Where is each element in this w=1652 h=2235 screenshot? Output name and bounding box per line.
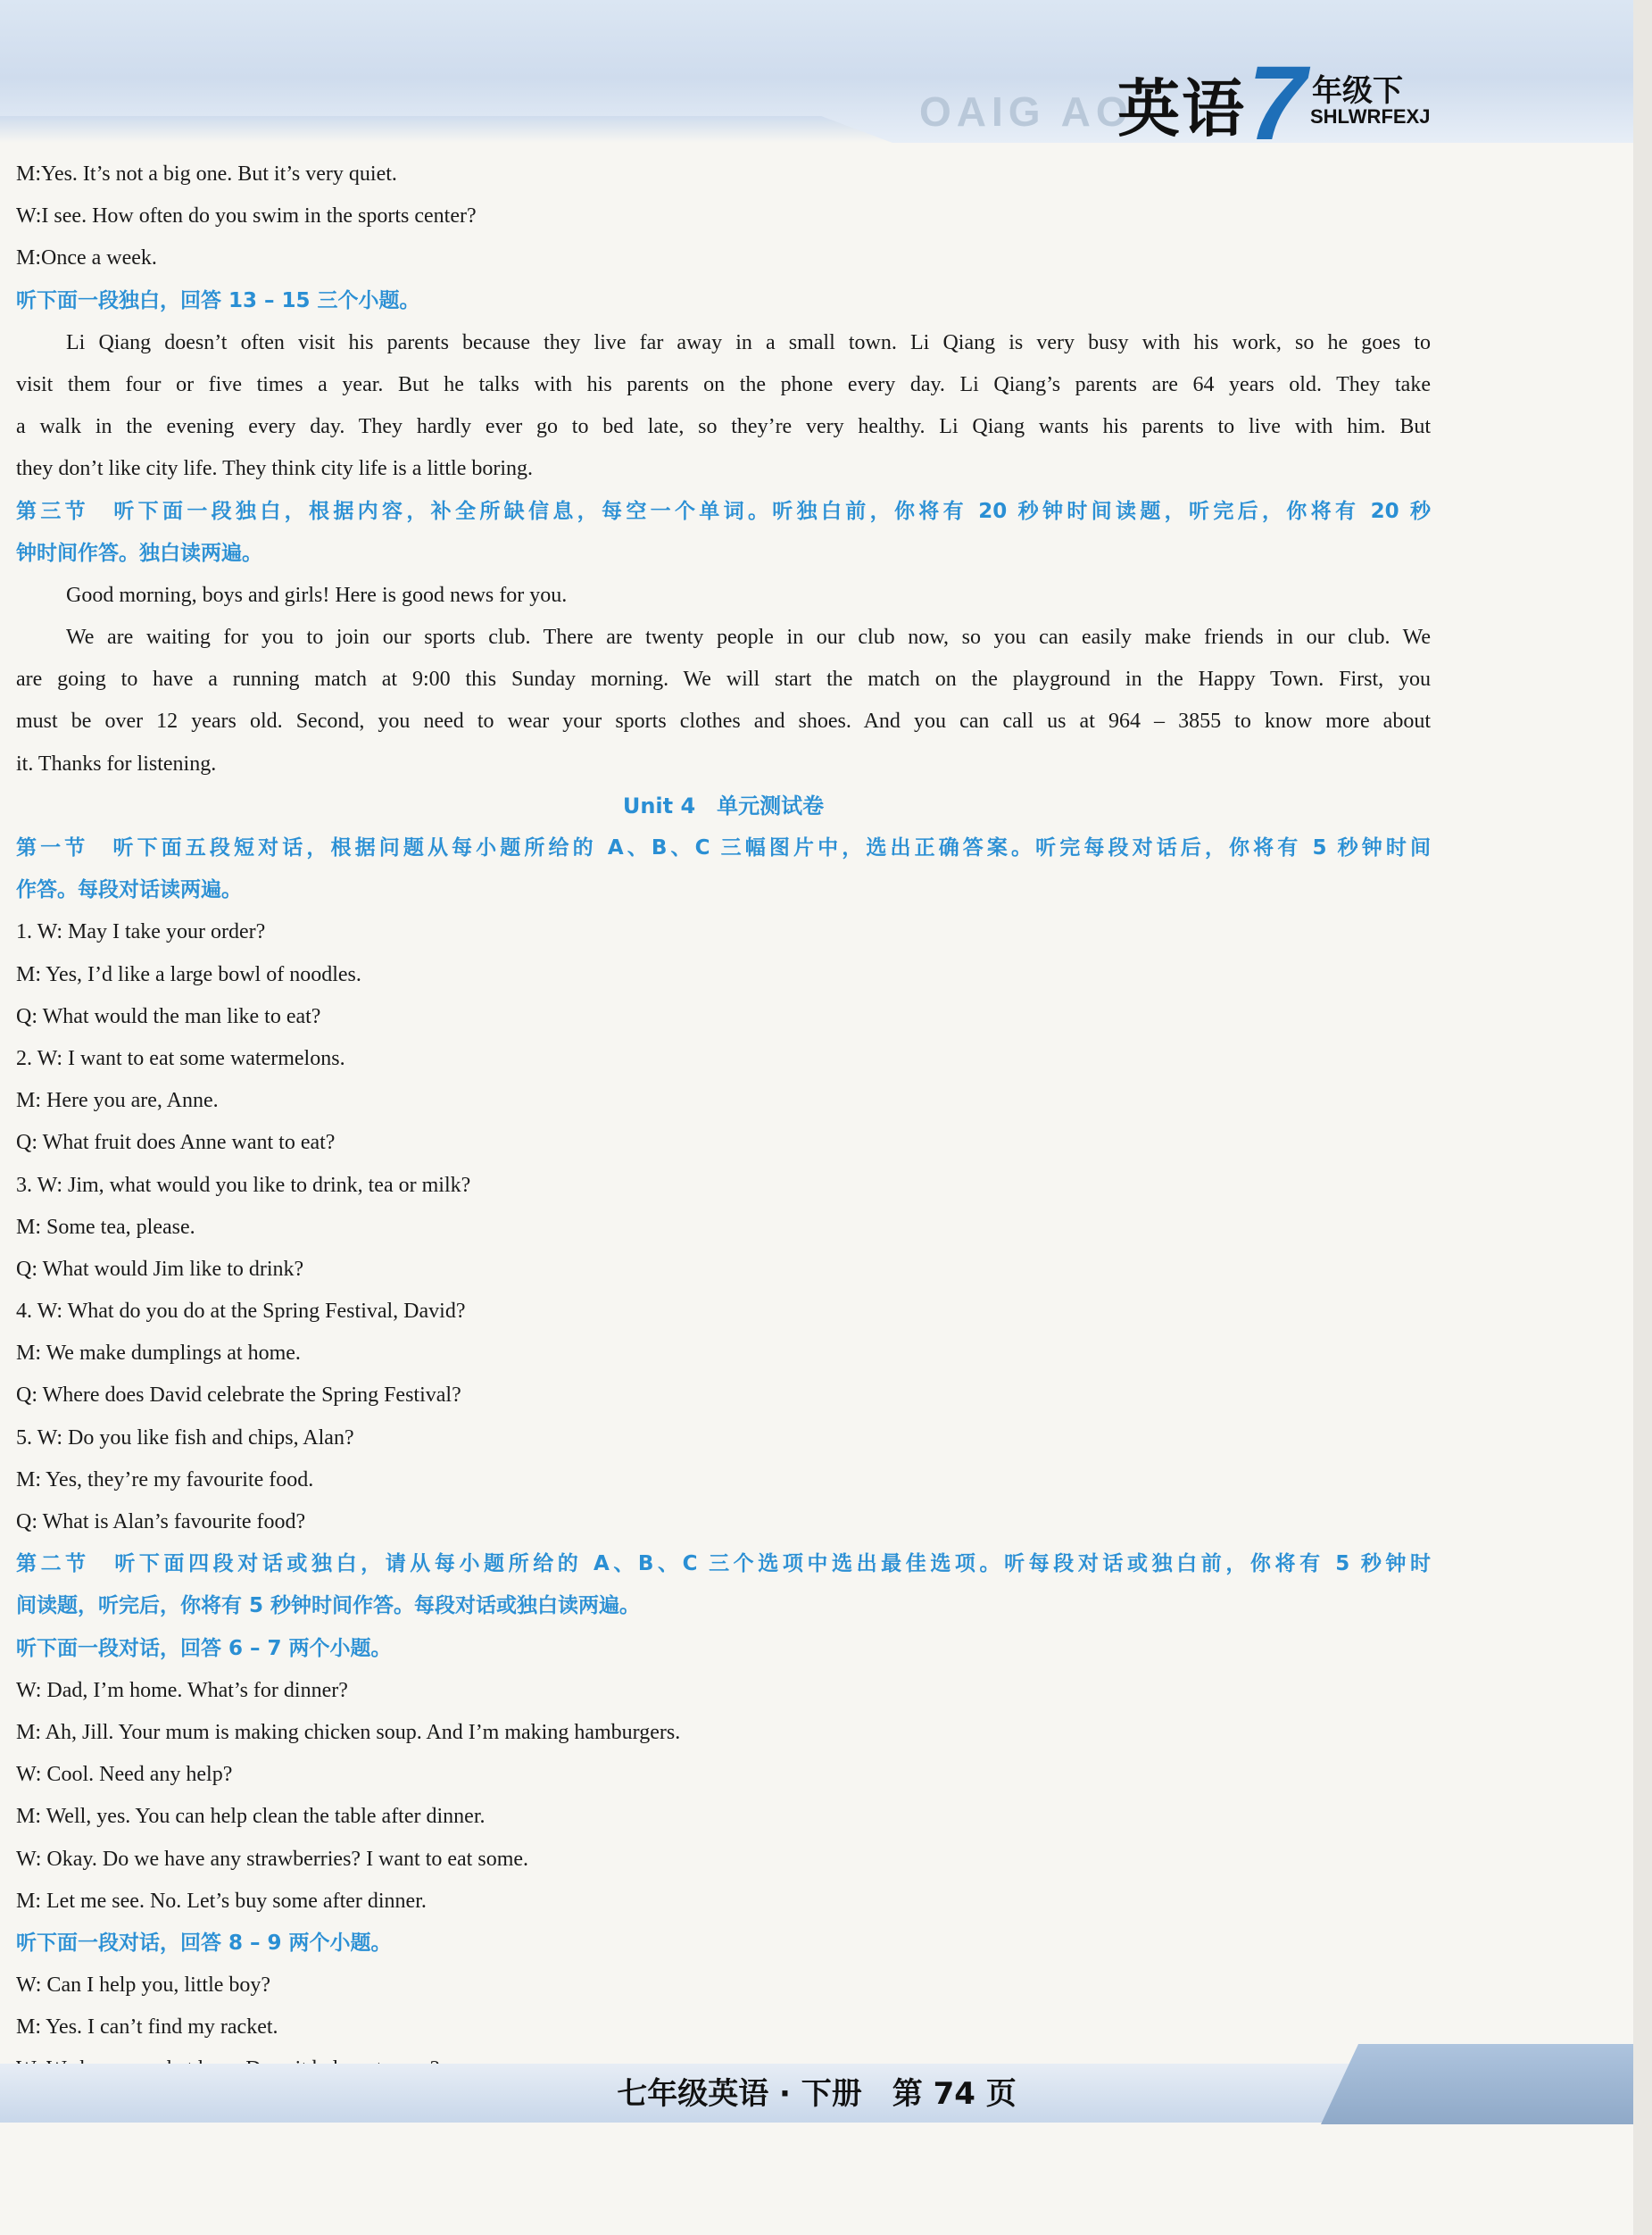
text-line: W: Dad, I’m home. What’s for dinner? (16, 1678, 348, 1702)
header-grade-number: 7 (1248, 45, 1307, 162)
text-line: M: Well, yes. You can help clean the table after dinner. (16, 1805, 486, 1829)
text-line: Q: What is Alan’s favourite food? (16, 1510, 306, 1533)
text-line: M:Yes. It’s not a big one. But it’s very quiet. (16, 162, 397, 186)
text-line: M: Ah, Jill. Your mum is making chicken soup. And I’m making hamburgers. (16, 1720, 681, 1744)
text-line: M:Once a week. (16, 246, 157, 270)
page-footer: 七年级英语 · 下册 第 74 页 (617, 2076, 1017, 2112)
text-line: are going to have a running match at 9:00 this Sunday morning. We will start the match on the playground in the Happy Town. First, you (16, 668, 1431, 692)
text-line: W:I see. How often do you swim in the sports center? (16, 204, 477, 228)
text-line: We are waiting for you to join our sports club. There are twenty people in our club now, so you can easily make friends in our club. We (66, 626, 1431, 650)
text-line: M: We make dumplings at home. (16, 1342, 301, 1366)
header-bevel (0, 116, 892, 143)
section-heading: 第二节 听下面四段对话或独白，请从每小题所给的 A、B、C 三个选项中选出最佳选项。听每段对话或独白前，你将有 5 秒钟时 (16, 1552, 1431, 1576)
unit-title: Unit 4 单元测试卷 (622, 793, 825, 818)
text-line: Q: What would Jim like to drink? (16, 1257, 304, 1281)
text-line: 1. W: May I take your order? (16, 920, 266, 944)
text-line: 2. W: I want to eat some watermelons. (16, 1046, 345, 1070)
text-line: M: Yes, I’d like a large bowl of noodles. (16, 962, 361, 986)
text-line: visit them four or five times a year. But he talks with his parents on the phone every day. Li Qiang’s parents are 64 years old. They take (16, 372, 1431, 396)
section-heading: 间读题，听完后，你将有 5 秒钟时间作答。每段对话或独白读两遍。 (16, 1594, 641, 1618)
text-line: must be over 12 years old. Second, you need to wear your sports clothes and shoes. And you can call us at 964 – 3855 to know more about (16, 710, 1431, 734)
text-line: it. Thanks for listening. (16, 752, 217, 776)
page-content (16, 154, 1431, 2091)
section-heading: 听下面一段对话，回答 6 – 7 两个小题。 (16, 1636, 392, 1660)
text-line: M: Yes. I can’t find my racket. (16, 2015, 278, 2040)
section-heading: 钟时间作答。独白读两遍。 (16, 541, 262, 565)
text-line: W: Okay. Do we have any strawberries? I want to eat some. (16, 1847, 529, 1871)
text-line: 3. W: Jim, what would you like to drink, tea or milk? (16, 1173, 471, 1197)
text-line: M: Here you are, Anne. (16, 1089, 219, 1113)
text-line: a walk in the evening every day. They hardly ever go to bed late, so they’re very healthy. Li Qiang wants his parents to live with him. But (16, 415, 1431, 439)
text-line: 5. W: Do you like fish and chips, Alan? (16, 1425, 354, 1450)
text-line: W: Can I help you, little boy? (16, 1973, 271, 1998)
text-line: Q: Where does David celebrate the Spring Festival? (16, 1383, 461, 1408)
text-line: 4. W: What do you do at the Spring Festival, David? (16, 1300, 466, 1324)
text-line: M: Let me see. No. Let’s buy some after dinner. (16, 1889, 427, 1913)
text-line: Li Qiang doesn’t often visit his parents because they live far away in a small town. Li Qiang is very busy with his work, so he goes to (66, 330, 1431, 354)
section-heading: 第一节 听下面五段短对话，根据问题从每小题所给的 A、B、C 三幅图片中，选出正确答案。听完每段对话后，你将有 5 秒钟时间 (16, 836, 1431, 860)
header-grade-label: 年级下 (1312, 73, 1403, 109)
section-heading: 听下面一段对话，回答 8 – 9 两个小题。 (16, 1931, 392, 1955)
text-line: W: Cool. Need any help? (16, 1763, 233, 1787)
text-line: they don’t like city life. They think city life is a little boring. (16, 457, 533, 481)
header-code: SHLWRFEXJ (1310, 105, 1431, 128)
text-line: Good morning, boys and girls! Here is good news for you. (66, 583, 568, 607)
page-margin (1633, 0, 1652, 2235)
section-heading: 第三节 听下面一段独白，根据内容，补全所缺信息，每空一个单词。听独白前，你将有 20 秒钟时间读题，听完后，你将有 20 秒 (16, 499, 1431, 523)
section-heading: 听下面一段独白，回答 13 – 15 三个小题。 (16, 288, 420, 312)
text-line: M: Some tea, please. (16, 1215, 195, 1239)
header-subject: 英语 (1117, 72, 1246, 145)
section-heading: 作答。每段对话读两遍。 (16, 878, 242, 902)
text-line: M: Yes, they’re my favourite food. (16, 1467, 314, 1491)
text-line: Q: What fruit does Anne want to eat? (16, 1131, 336, 1155)
text-line: Q: What would the man like to eat? (16, 1004, 321, 1028)
header-watermark: OAIG AO (919, 88, 1133, 135)
